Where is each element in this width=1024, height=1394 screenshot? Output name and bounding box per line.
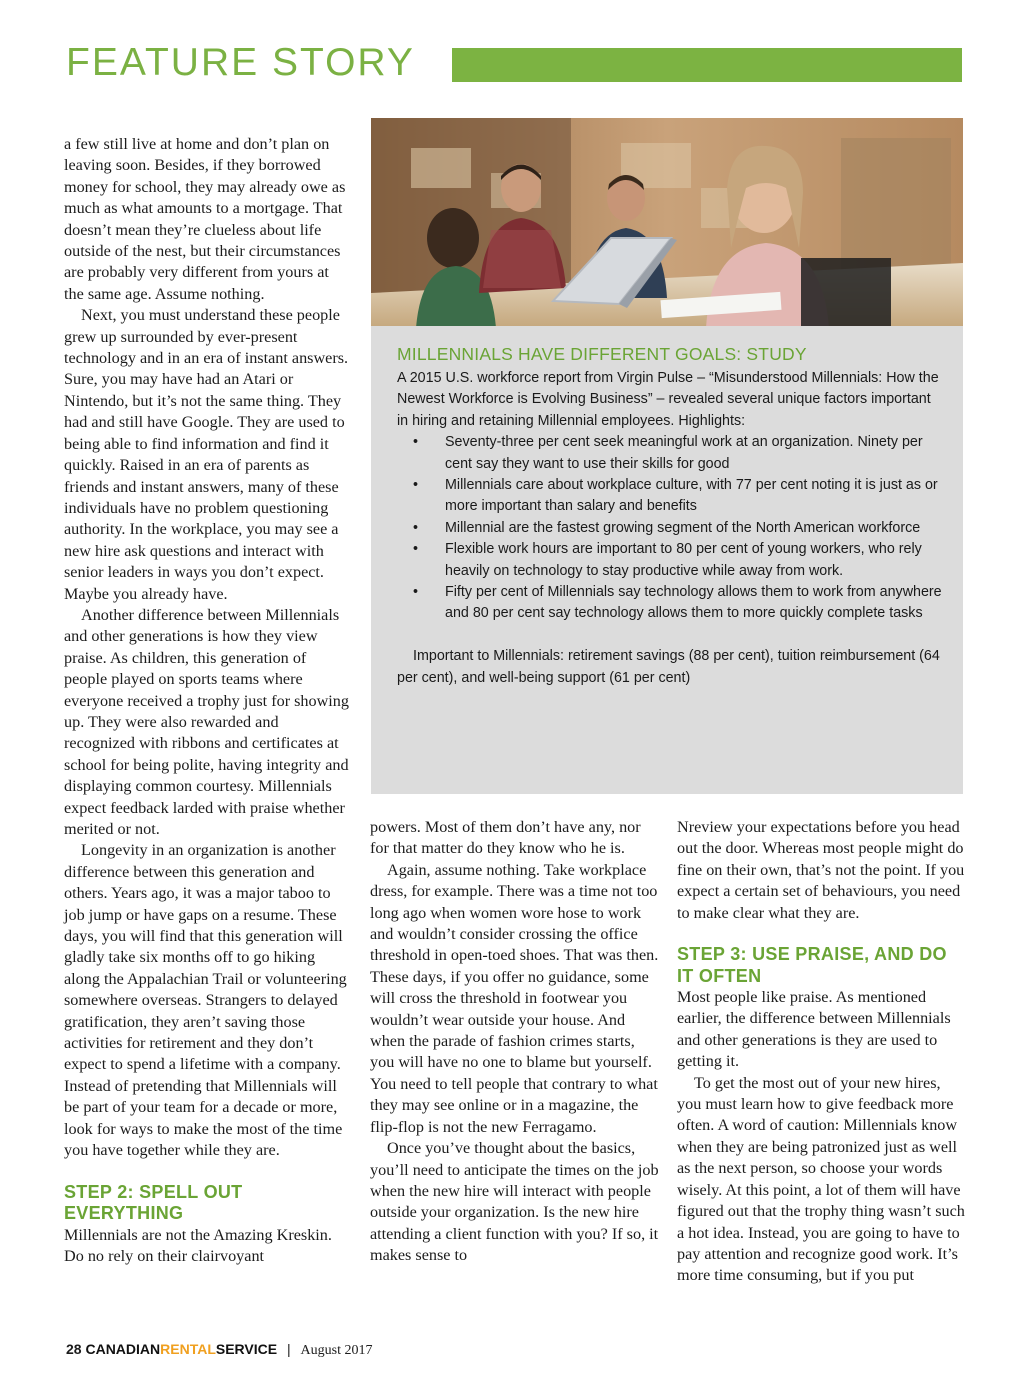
photo-illustration	[371, 118, 963, 326]
article-column-2	[370, 817, 660, 1267]
paragraph: powers. Most of them don’t have any, nor for that matter do they know who he is.	[370, 818, 641, 858]
brand-part-3: SERVICE	[215, 1341, 278, 1357]
list-item: • Millennial are the fastest growing segment of the North American workforce	[397, 518, 945, 539]
brand-part-2: RENTAL	[160, 1341, 216, 1357]
paragraph: Again, assume nothing. Take workplace dress, for example. There was a time not too long ago when women wore hose to work and wouldn’t consider crossing the office threshold in open-toed shoes. That was then. These days, if you offer no guidance, some will cross the threshold in footwear you wouldn’t wear outside your house. And when the parade of fashion crimes starts, you will have no one to blame but yourself. You need to tell people that contrary to what they may see online or in a magazine, the flip-flop is not the new Ferragamo.	[370, 860, 659, 1136]
list-item: • Millennials care about workplace culture, with 77 per cent noting it is just as or more important than salary and benefits	[397, 475, 945, 518]
sidebar-title: MILLENNIALS HAVE DIFFERENT GOALS: STUDY	[397, 344, 807, 364]
list-item: • Fifty per cent of Millennials say technology allows them to work from anywhere and 80 per cent say technology allows them to more quickly complete tasks	[397, 582, 945, 625]
paragraph: Another difference between Millennials and other generations is how they view praise. As children, this generation of people played on sports teams where everyone received a trophy just for showing up. They were also rewarded and recognized with ribbons and certificates at school for being polite, having integrity and displaying common courtesy. Millennials expect feedback larded with praise whether merited or not.	[64, 605, 349, 838]
subheading-step-2: STEP 2: SPELL OUT EVERYTHING	[64, 1181, 243, 1223]
brand-part-1: CANADIAN	[85, 1341, 161, 1357]
paragraph: Once you’ve thought about the basics, you’ll need to anticipate the times on the job when the new hire will interact with people outside your organization. Is the new hire attending a client function with you? If so, it makes sense to	[370, 1139, 659, 1265]
paragraph: a few still live at home and don’t plan on leaving soon. Besides, if they borrowed money for school, they may already owe as much as what amounts to a mortgage. That doesn’t mean they’re clueless about life outside of the nest, but their circumstances are probably very different from yours at the same age. Assume nothing.	[64, 135, 346, 303]
footer-separator: |	[286, 1341, 291, 1357]
page-number: 28	[66, 1341, 82, 1357]
header-accent-bar	[452, 48, 962, 82]
publication-logo	[85, 1341, 277, 1357]
list-item: • Flexible work hours are important to 80 per cent of young workers, who rely heavily on technology to stay productive while away from work.	[397, 539, 945, 582]
section-header	[66, 40, 962, 86]
paragraph: Longevity in an organization is another difference between this generation and others. Years ago, it was a major taboo to job jump or have gaps on a resume. These days, you will find that this generation will gladly take six months off to go hiking along the Appalachian Trail or volunteering somewhere overseas. Strangers to delayed gratification, they aren’t saving those activities for retirement and they don’t expect to spend a lifetime with a company. Instead of pretending that Millennials will be part of your team for a decade or more, look for ways to make the most of the time you have together while they are.	[64, 841, 347, 1160]
paragraph: Nreview your expectations before you head out the door. Whereas most people might do fine on their own, that’s not the point. If you expect a certain set of behaviours, you need to make clear what they are.	[677, 818, 965, 922]
highlights-list	[397, 432, 945, 625]
paragraph: To get the most out of your new hires, you must learn how to give feedback more often. A word of caution: Millennials know when they are being patronized just as well as the next person, so choose your words wisely. At this point, a lot of them will have figured out that the trophy thing wasn’t such a hot idea. Instead, you are going to have to pay attention and recognize good work. It’s more time consuming, but if you put	[677, 1073, 965, 1285]
subheading-step-3: STEP 3: USE PRAISE, AND DO IT OFTEN	[677, 944, 947, 986]
sidebar-text	[397, 342, 945, 689]
article-column-3	[677, 817, 967, 1287]
list-item: • Seventy-three per cent seek meaningful work at an organization. Ninety per cent say they want to use their skills for good	[397, 432, 945, 475]
sidebar-intro: A 2015 U.S. workforce report from Virgin Pulse – “Misunderstood Millennials: How the Newest Workforce is Evolving Business” – revealed several unique factors important in hiring and retaining Millennial employees. Highlights:	[397, 370, 939, 429]
team-meeting-photo	[371, 118, 963, 326]
sidebar-note: Important to Millennials: retirement savings (88 per cent), tuition reimbursement (64 per cent), and well-being support (61 per cent)	[397, 648, 940, 686]
article-column-1	[64, 134, 352, 1267]
section-title: FEATURE STORY	[66, 41, 415, 84]
sidebar-box	[371, 118, 963, 794]
page-footer	[66, 1338, 372, 1360]
paragraph: Next, you must understand these people grew up surrounded by ever-present technology and in an era of instant answers. Sure, you may have had an Atari or Nintendo, but it’s not the same thing. They had and still have Google. They are used to being able to find information and find it quickly. Raised in an era of parents as friends and instant answers, many of these individuals have no problem questioning authority. In the workplace, you may see a new hire ask questions and interact with senior leaders in ways you don’t expect. Maybe you already have.	[64, 306, 349, 603]
issue-date: August 2017	[300, 1343, 373, 1358]
paragraph: Millennials are not the Amazing Kreskin. Do no rely on their clairvoyant	[64, 1225, 332, 1265]
paragraph: Most people like praise. As mentioned earlier, the difference between Millennials and other generations is they are used to getting it.	[677, 988, 951, 1071]
